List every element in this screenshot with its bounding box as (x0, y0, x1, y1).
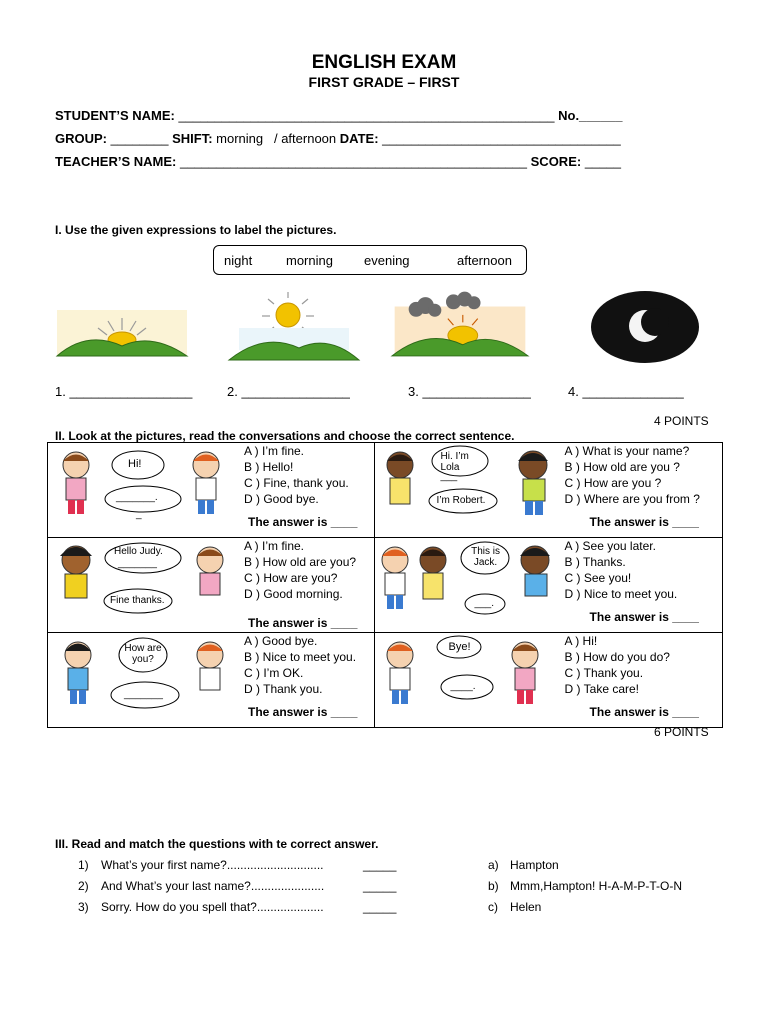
date-label: DATE: (339, 131, 379, 146)
group-label: GROUP: (55, 131, 107, 146)
option-a[interactable]: A ) Good bye. (244, 634, 318, 648)
student-name-field[interactable]: ____________________________________________________ (178, 108, 555, 123)
bubble-extra: ___ (440, 471, 458, 482)
shift-options[interactable]: morning / afternoon (216, 131, 337, 146)
option-d[interactable]: D ) Nice to meet you. (564, 587, 678, 601)
answer-blank[interactable]: The answer is ____ (589, 705, 699, 719)
answer-text: Helen (510, 900, 542, 914)
group-line (55, 131, 621, 146)
bubble-text: Hi. I’m Lola (440, 451, 469, 473)
children-greeting-illustration (48, 443, 244, 537)
option-a[interactable]: A ) Hi! (564, 634, 598, 648)
answer-blank[interactable]: The answer is ____ (248, 616, 358, 630)
option-c[interactable]: C ) See you! (564, 571, 632, 585)
bubble-text: Hello Judy. (114, 546, 163, 557)
answer-text: Mmm,Hampton! H-A-M-P-T-O-N (510, 879, 682, 893)
word-bank (213, 245, 527, 275)
question-text: Sorry. How do you spell that?.................... (101, 900, 324, 914)
number-label[interactable]: No.______ (558, 108, 623, 123)
picture-1-blank[interactable]: 1. _________________ (55, 384, 193, 399)
option-a[interactable]: A ) I’m fine. (244, 539, 305, 553)
group-field[interactable]: ________ (110, 131, 169, 146)
answer-text: Hampton (510, 858, 559, 872)
option-c[interactable]: C ) I’m OK. (244, 666, 304, 680)
bubble-text: This is Jack. (471, 546, 500, 568)
bubble-text: I’m Robert. (436, 495, 486, 506)
question-number: 2) (78, 879, 89, 893)
options-list (565, 538, 678, 602)
conversation-1 (48, 443, 374, 537)
bubble-extra: _ (136, 509, 142, 520)
section1-points: 4 POINTS (654, 414, 709, 428)
section1-heading: I. Use the given expressions to label the pictures. (55, 223, 337, 237)
question-text: What’s your first name?............................. (101, 858, 324, 872)
option-b[interactable]: B ) How do you do? (564, 650, 670, 664)
picture-2-blank[interactable]: 2. _______________ (227, 384, 350, 399)
option-a[interactable]: A ) I’m fine. (244, 444, 305, 458)
bubble-text: How are you? (124, 643, 162, 665)
section2-heading: II. Look at the pictures, read the conversations and choose the correct sentence. (55, 429, 515, 443)
date-field[interactable]: _________________________________ (382, 131, 621, 146)
picture-4-blank[interactable]: 4. ______________ (568, 384, 684, 399)
answer-option-row (488, 879, 682, 893)
section2-points: 6 POINTS (654, 725, 709, 739)
conversation-6 (375, 633, 722, 727)
answer-option-row (488, 900, 542, 914)
teacher-name-field[interactable]: ________________________________________________ (179, 154, 528, 169)
answer-letter: c) (488, 900, 498, 914)
option-d[interactable]: D ) Thank you. (244, 682, 323, 696)
section3-heading: III. Read and match the questions with te correct answer. (55, 837, 379, 851)
morning-sun-picture (224, 290, 364, 365)
option-a[interactable]: A ) What is your name? (564, 444, 690, 458)
teacher-name-label: TEACHER’S NAME: (55, 154, 177, 169)
conversation-table (47, 442, 723, 728)
children-farewell-illustration (375, 633, 571, 727)
answer-letter: a) (488, 858, 499, 872)
picture-3-blank[interactable]: 3. _______________ (408, 384, 531, 399)
question-row (78, 858, 397, 872)
options-list (244, 633, 356, 697)
option-d[interactable]: D ) Take care! (564, 682, 640, 696)
option-c[interactable]: C ) How are you ? (564, 476, 662, 490)
question-number: 3) (78, 900, 89, 914)
bubble-text: ____. (450, 681, 476, 692)
afternoon-clouds-picture (390, 290, 530, 365)
answer-blank[interactable]: The answer is ____ (248, 515, 358, 529)
option-c[interactable]: C ) How are you? (244, 571, 338, 585)
option-d[interactable]: D ) Good morning. (244, 587, 343, 601)
student-name-label: STUDENT’S NAME: (55, 108, 175, 123)
option-d[interactable]: D ) Good bye. (244, 492, 319, 506)
options-list (244, 538, 356, 602)
answer-blank[interactable]: _____ (363, 858, 397, 872)
options-list (565, 633, 670, 697)
score-field[interactable]: _____ (584, 154, 621, 169)
word-night: night (224, 253, 253, 268)
bubble-text: _______ (124, 689, 163, 700)
teacher-line (55, 154, 621, 169)
sunrise-picture (52, 290, 192, 365)
bubble-text: ___. (474, 598, 495, 609)
options-list (565, 443, 700, 507)
exam-title: ENGLISH EXAM (311, 52, 457, 73)
options-list (244, 443, 349, 507)
option-c[interactable]: C ) Fine, thank you. (244, 476, 349, 490)
night-moon-picture (580, 290, 720, 365)
answer-blank[interactable]: The answer is ____ (248, 705, 358, 719)
option-c[interactable]: C ) Thank you. (564, 666, 644, 680)
answer-blank[interactable]: The answer is ____ (589, 610, 699, 624)
word-evening: evening (364, 253, 410, 268)
option-a[interactable]: A ) See you later. (564, 539, 656, 553)
student-name-line (55, 108, 622, 123)
bubble-text: Bye! (448, 641, 471, 653)
word-morning: morning (286, 253, 333, 268)
exam-subtitle: FIRST GRADE – FIRST (308, 74, 460, 90)
conversation-3 (48, 538, 374, 632)
bubble-text: Hi! (128, 458, 142, 470)
option-b[interactable]: B ) Thanks. (564, 555, 626, 569)
option-b[interactable]: B ) Nice to meet you. (244, 650, 357, 664)
conversation-2 (375, 443, 722, 537)
question-row (78, 900, 397, 914)
option-b[interactable]: B ) Hello! (244, 460, 294, 474)
answer-blank[interactable]: The answer is ____ (589, 515, 699, 529)
answer-option-row (488, 858, 559, 872)
bubble-text: _______. (116, 492, 158, 503)
question-row (78, 879, 397, 893)
conversation-5 (48, 633, 374, 727)
answer-letter: b) (488, 879, 499, 893)
shift-label: SHIFT: (172, 131, 213, 146)
word-afternoon: afternoon (457, 253, 512, 268)
option-b[interactable]: B ) How old are you ? (564, 460, 680, 474)
option-d[interactable]: D ) Where are you from ? (564, 492, 700, 506)
bubble-text: Fine thanks. (110, 595, 165, 606)
question-text: And What’s your last name?...................... (101, 879, 325, 893)
answer-blank[interactable]: _____ (363, 879, 397, 893)
question-number: 1) (78, 858, 89, 872)
option-b[interactable]: B ) How old are you? (244, 555, 357, 569)
score-label: SCORE: (530, 154, 582, 169)
bubble-extra: _______ (118, 558, 157, 569)
conversation-4 (375, 538, 722, 632)
answer-blank[interactable]: _____ (363, 900, 397, 914)
